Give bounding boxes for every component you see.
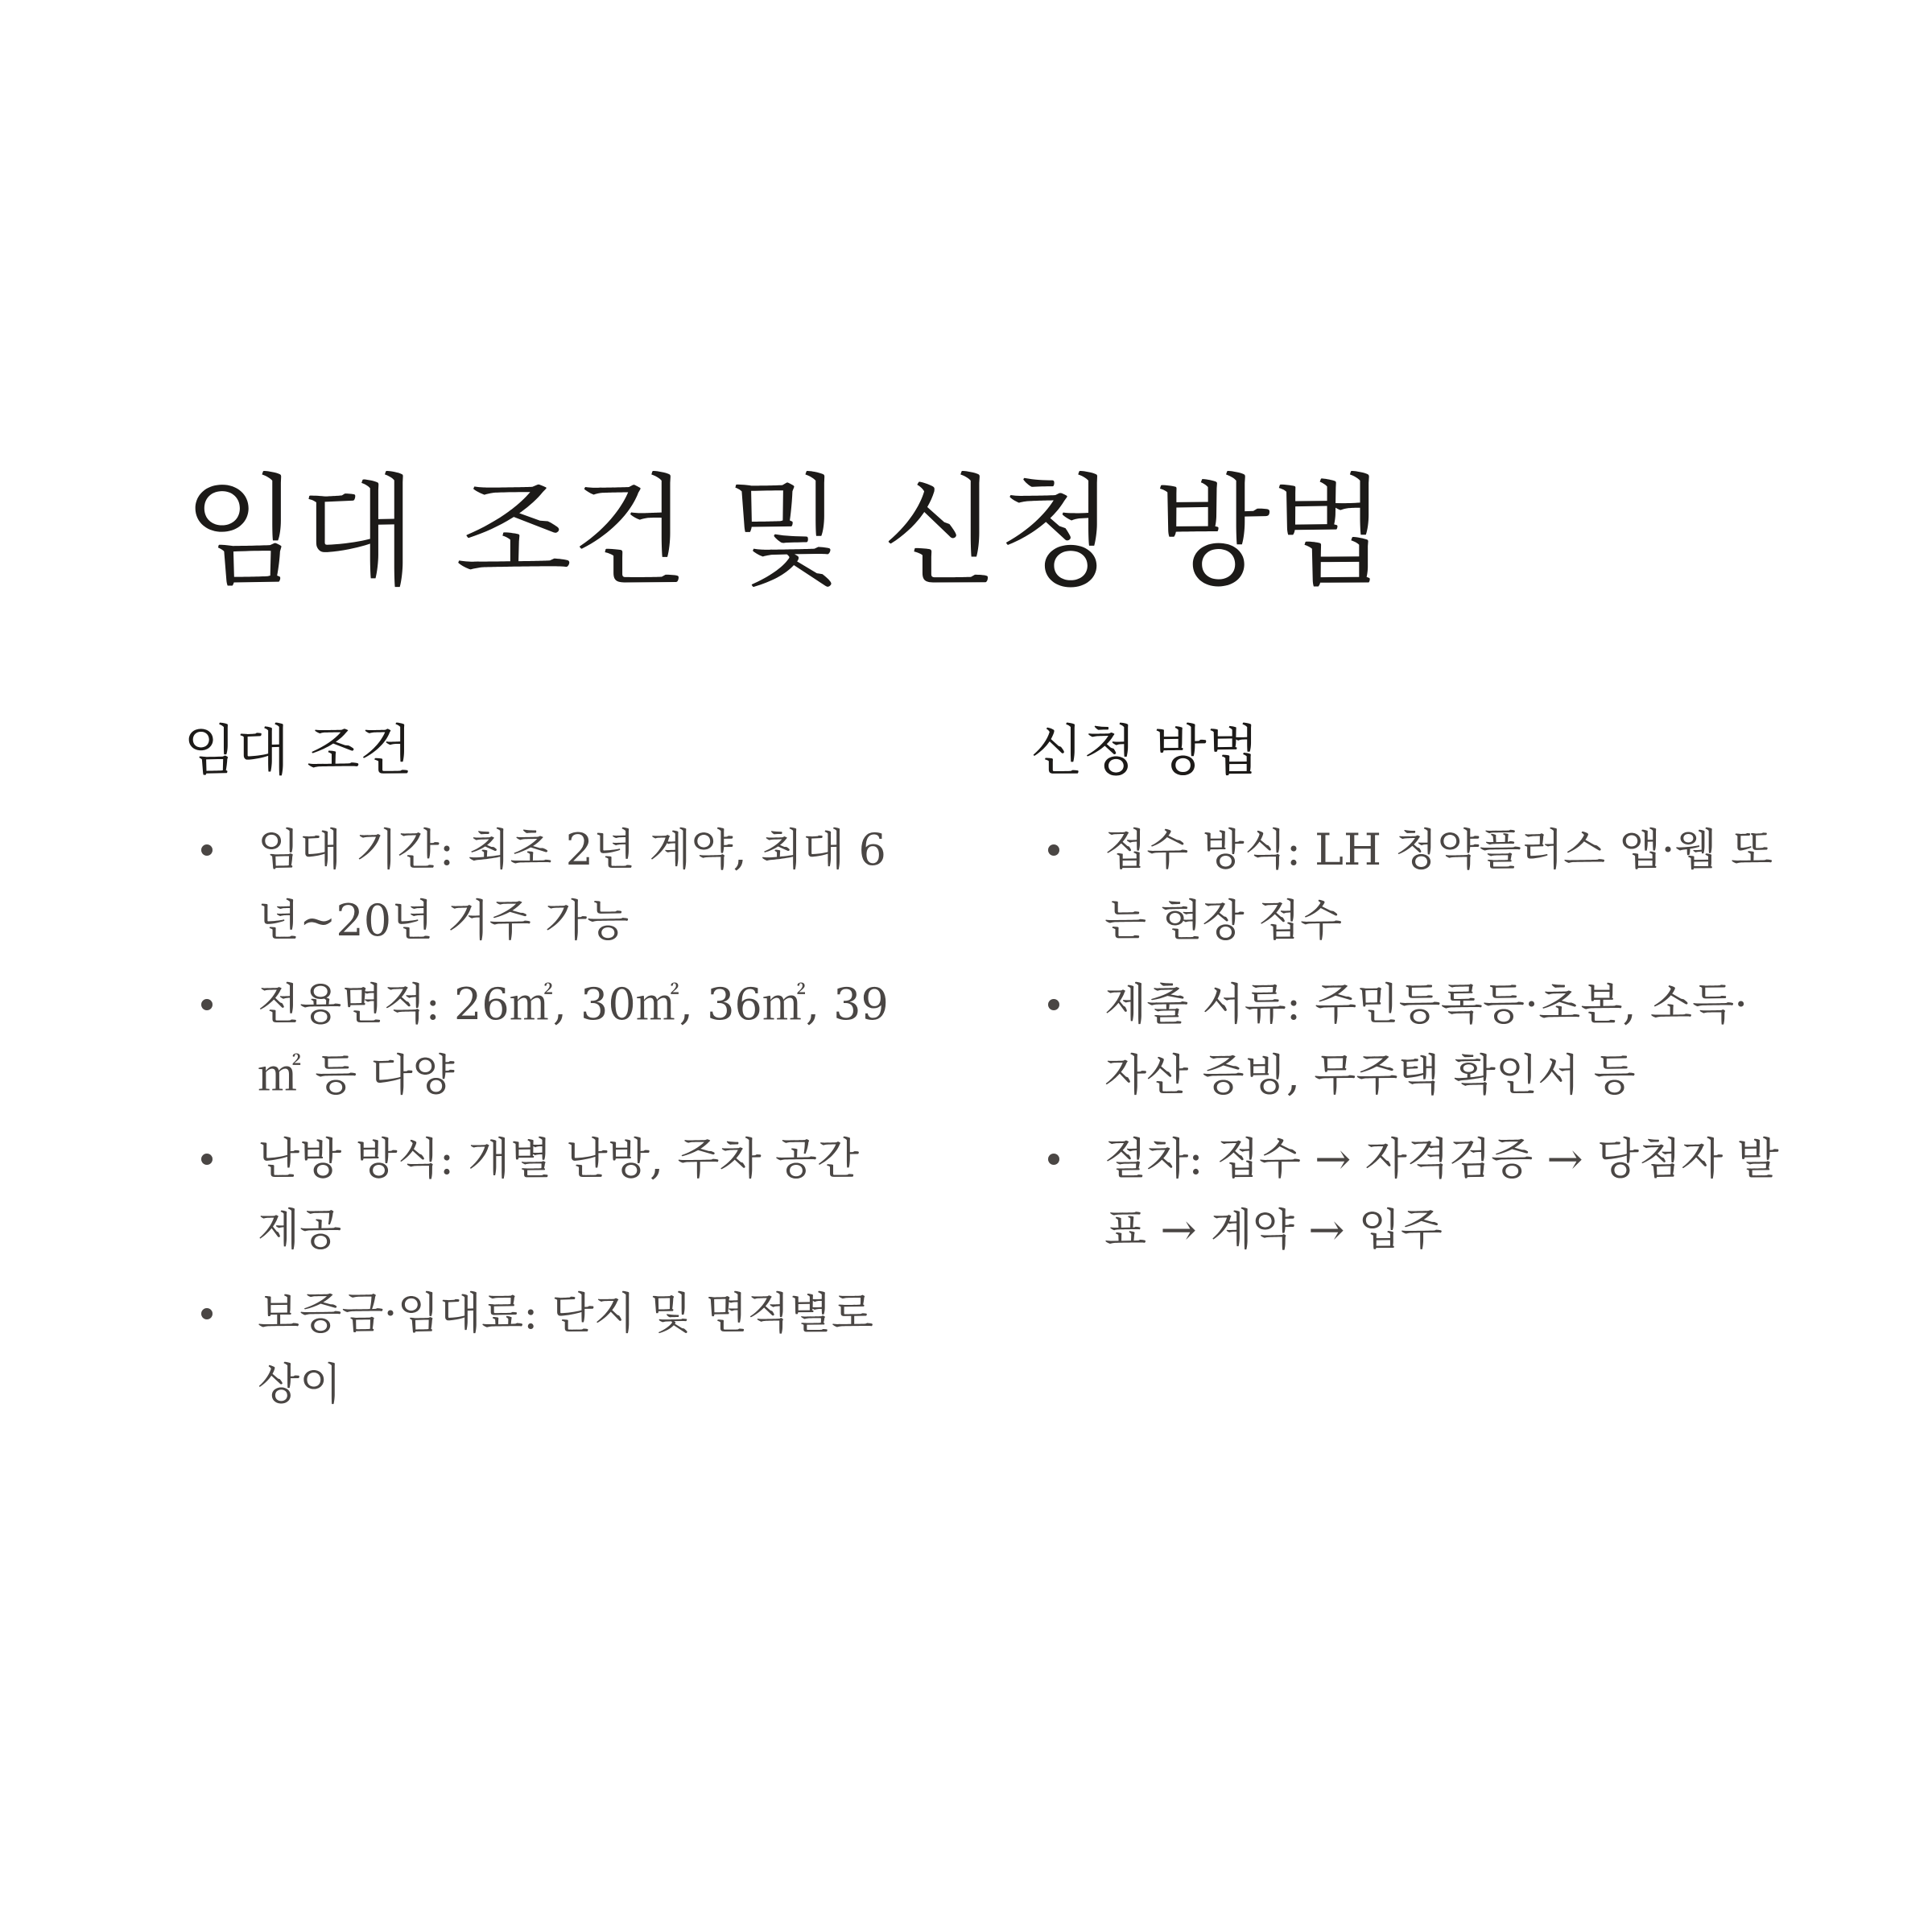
list-item-text: 임대 기간: 최초 2년 계약, 최대 6년~20년 거주 가능 [258,824,886,946]
rental-conditions-list [184,815,908,1420]
list-item [184,969,908,1111]
bullet-icon [201,1154,213,1165]
list-item [184,815,908,956]
bullet-icon [1048,999,1059,1010]
list-item-text: 난방 방식: 개별 난방, 주차 공간 제공 [258,1133,860,1255]
list-item-text: 접수 방식: LH 청약플러스 앱·웹 또는 현장 접수 [1104,824,1773,946]
bullet-icon [1048,1154,1059,1165]
list-item [184,1124,908,1265]
bullet-icon [201,844,213,856]
page-title: 임대 조건 및 신청 방법 [184,463,1387,603]
bullet-icon [1048,844,1059,856]
application-method-list [1030,815,1787,1265]
list-item [1030,1124,1787,1265]
list-item [184,1278,908,1420]
list-item [1030,969,1787,1111]
list-item-text: 제출 서류: 주민등록등·초본, 소득·자산 증빙, 무주택 확인서 등 [1104,979,1748,1100]
bullet-icon [201,1308,213,1319]
application-method-section [1030,718,1787,1278]
list-item-text: 절차: 접수 → 자격검증 → 당첨자 발표 → 계약 → 입주 [1104,1133,1779,1255]
rental-conditions-heading: 임대 조건 [184,720,413,783]
rental-conditions-section [184,718,908,1433]
list-item [1030,815,1787,956]
list-item-text: 전용면적: 26㎡, 30㎡, 36㎡, 39㎡ 등 다양 [258,979,889,1100]
list-item-text: 보증금·임대료: 단지 및 면적별로 상이 [258,1288,873,1410]
application-method-heading: 신청 방법 [1030,720,1260,783]
bullet-icon [201,999,213,1010]
